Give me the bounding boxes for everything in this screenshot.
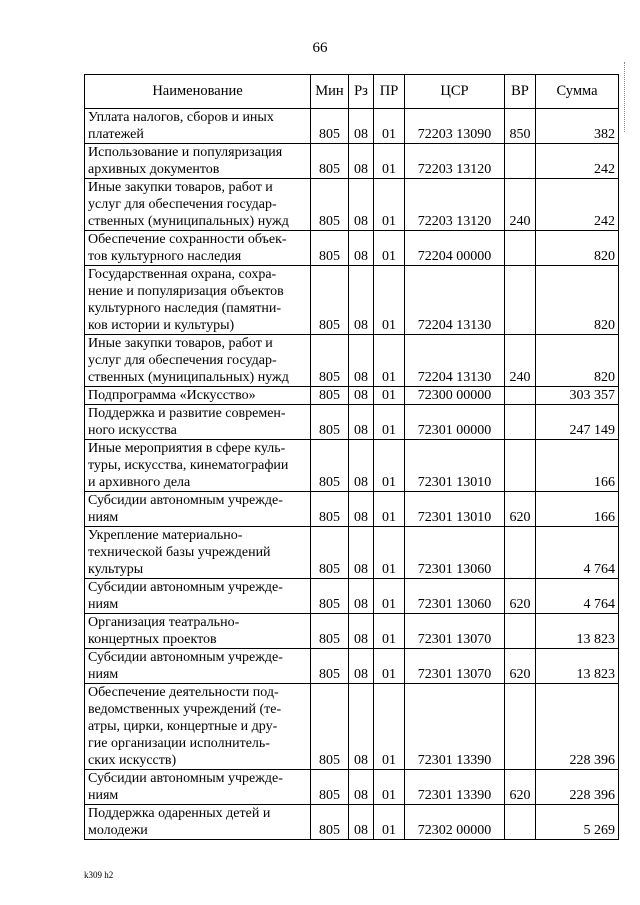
cell-sum: 13 823: [536, 614, 619, 649]
cell-pr: 01: [374, 492, 405, 527]
cell-vr: [505, 231, 536, 266]
cell-csr: 72204 13130: [405, 266, 505, 335]
cell-pr: 01: [374, 684, 405, 770]
cell-vr: 240: [505, 335, 536, 387]
cell-pr: 01: [374, 405, 405, 440]
cell-pr: 01: [374, 805, 405, 840]
cell-rz: 08: [349, 684, 374, 770]
table-row: [85, 684, 619, 770]
cell-name: Организация театрально- концертных проектов: [85, 614, 311, 649]
margin-mark: [624, 62, 635, 132]
cell-sum: 4 764: [536, 527, 619, 579]
cell-csr: 72301 13390: [405, 770, 505, 805]
header-vr: ВР: [505, 75, 536, 109]
header-csr: ЦСР: [405, 75, 505, 109]
table-row: [85, 492, 619, 527]
table-row: [85, 440, 619, 492]
cell-csr: 72302 00000: [405, 805, 505, 840]
cell-sum: 166: [536, 440, 619, 492]
cell-csr: 72301 13010: [405, 492, 505, 527]
cell-sum: 820: [536, 231, 619, 266]
cell-rz: 08: [349, 231, 374, 266]
table-row: [85, 231, 619, 266]
cell-name: Укрепление материально- технической базы учреждений культуры: [85, 527, 311, 579]
cell-csr: 72203 13090: [405, 109, 505, 144]
cell-rz: 08: [349, 527, 374, 579]
cell-vr: 620: [505, 579, 536, 614]
cell-min: 805: [311, 492, 349, 527]
cell-name: Иные закупки товаров, работ и услуг для обеспечения государ- ственных (муниципальных) нужд: [85, 335, 311, 387]
cell-min: 805: [311, 335, 349, 387]
page-number: 66: [312, 40, 328, 56]
table-row: [85, 405, 619, 440]
cell-rz: 08: [349, 109, 374, 144]
cell-rz: 08: [349, 387, 374, 405]
table-row: [85, 527, 619, 579]
cell-sum: 242: [536, 144, 619, 179]
table-row: [85, 579, 619, 614]
cell-csr: 72301 13070: [405, 649, 505, 684]
cell-name: Субсидии автономным учрежде- ниям: [85, 649, 311, 684]
cell-rz: 08: [349, 266, 374, 335]
cell-vr: [505, 527, 536, 579]
table-header-row: [85, 75, 619, 109]
cell-min: 805: [311, 179, 349, 231]
cell-min: 805: [311, 387, 349, 405]
table-row: [85, 387, 619, 405]
cell-vr: [505, 805, 536, 840]
cell-sum: 13 823: [536, 649, 619, 684]
cell-vr: [505, 614, 536, 649]
cell-rz: 08: [349, 649, 374, 684]
cell-csr: 72301 13060: [405, 579, 505, 614]
footer-code: k309 h2: [84, 870, 114, 880]
cell-rz: 08: [349, 770, 374, 805]
cell-pr: 01: [374, 579, 405, 614]
cell-csr: 72204 13130: [405, 335, 505, 387]
cell-name: Субсидии автономным учрежде- ниям: [85, 579, 311, 614]
cell-vr: [505, 684, 536, 770]
cell-sum: 382: [536, 109, 619, 144]
table-row: [85, 109, 619, 144]
cell-pr: 01: [374, 179, 405, 231]
cell-sum: 303 357: [536, 387, 619, 405]
cell-csr: 72301 13390: [405, 684, 505, 770]
cell-min: 805: [311, 684, 349, 770]
cell-name: Поддержка одаренных детей и молодежи: [85, 805, 311, 840]
cell-name: Государственная охрана, сохра- нение и популяризация объектов культурного наследия (памятни- ков истории и культуры): [85, 266, 311, 335]
cell-name: Поддержка и развитие современ- ного искусства: [85, 405, 311, 440]
cell-min: 805: [311, 527, 349, 579]
cell-pr: 01: [374, 649, 405, 684]
table-row: [85, 649, 619, 684]
cell-sum: 228 396: [536, 770, 619, 805]
cell-pr: 01: [374, 440, 405, 492]
cell-min: 805: [311, 144, 349, 179]
cell-min: 805: [311, 440, 349, 492]
cell-rz: 08: [349, 179, 374, 231]
header-pr: ПР: [374, 75, 405, 109]
table-row: [85, 770, 619, 805]
cell-vr: 620: [505, 492, 536, 527]
cell-pr: 01: [374, 109, 405, 144]
cell-pr: 01: [374, 387, 405, 405]
table-row: [85, 805, 619, 840]
header-rz: Рз: [349, 75, 374, 109]
header-sum: Сумма: [536, 75, 619, 109]
cell-sum: 820: [536, 335, 619, 387]
table-row: [85, 179, 619, 231]
cell-csr: 72301 00000: [405, 405, 505, 440]
cell-rz: 08: [349, 492, 374, 527]
cell-min: 805: [311, 405, 349, 440]
cell-csr: 72204 00000: [405, 231, 505, 266]
table-row: [85, 335, 619, 387]
cell-min: 805: [311, 109, 349, 144]
cell-rz: 08: [349, 579, 374, 614]
cell-min: 805: [311, 614, 349, 649]
cell-vr: [505, 144, 536, 179]
cell-vr: 620: [505, 770, 536, 805]
cell-vr: 850: [505, 109, 536, 144]
cell-name: Подпрограмма «Искусство»: [85, 387, 311, 405]
budget-table: [84, 74, 619, 840]
cell-min: 805: [311, 805, 349, 840]
cell-rz: 08: [349, 405, 374, 440]
cell-rz: 08: [349, 440, 374, 492]
cell-min: 805: [311, 231, 349, 266]
cell-pr: 01: [374, 266, 405, 335]
cell-min: 805: [311, 770, 349, 805]
header-min: Мин: [311, 75, 349, 109]
cell-pr: 01: [374, 527, 405, 579]
cell-name: Использование и популяризация архивных документов: [85, 144, 311, 179]
cell-csr: 72301 13070: [405, 614, 505, 649]
cell-rz: 08: [349, 335, 374, 387]
table-body: [85, 109, 619, 840]
cell-pr: 01: [374, 335, 405, 387]
cell-name: Обеспечение деятельности под- ведомственных учреждений (те- атры, цирки, концертные и дру- гие организации исполнитель- ских искусств): [85, 684, 311, 770]
cell-min: 805: [311, 579, 349, 614]
cell-pr: 01: [374, 144, 405, 179]
cell-sum: 228 396: [536, 684, 619, 770]
cell-vr: [505, 405, 536, 440]
cell-csr: 72203 13120: [405, 144, 505, 179]
cell-name: Субсидии автономным учрежде- ниям: [85, 770, 311, 805]
cell-sum: 242: [536, 179, 619, 231]
cell-name: Уплата налогов, сборов и иных платежей: [85, 109, 311, 144]
cell-vr: [505, 266, 536, 335]
cell-vr: [505, 440, 536, 492]
cell-vr: 240: [505, 179, 536, 231]
cell-csr: 72301 13010: [405, 440, 505, 492]
cell-name: Обеспечение сохранности объек- тов культурного наследия: [85, 231, 311, 266]
cell-sum: 4 764: [536, 579, 619, 614]
cell-sum: 5 269: [536, 805, 619, 840]
cell-pr: 01: [374, 231, 405, 266]
table-row: [85, 144, 619, 179]
cell-rz: 08: [349, 144, 374, 179]
cell-csr: 72301 13060: [405, 527, 505, 579]
cell-name: Субсидии автономным учрежде- ниям: [85, 492, 311, 527]
cell-sum: 820: [536, 266, 619, 335]
cell-csr: 72203 13120: [405, 179, 505, 231]
cell-vr: 620: [505, 649, 536, 684]
cell-name: Иные мероприятия в сфере куль- туры, искусства, кинематографии и архивного дела: [85, 440, 311, 492]
cell-rz: 08: [349, 614, 374, 649]
cell-sum: 166: [536, 492, 619, 527]
cell-pr: 01: [374, 770, 405, 805]
cell-min: 805: [311, 649, 349, 684]
cell-name: Иные закупки товаров, работ и услуг для обеспечения государ- ственных (муниципальных) нужд: [85, 179, 311, 231]
table-row: [85, 266, 619, 335]
cell-sum: 247 149: [536, 405, 619, 440]
cell-min: 805: [311, 266, 349, 335]
cell-vr: [505, 387, 536, 405]
table-row: [85, 614, 619, 649]
cell-pr: 01: [374, 614, 405, 649]
cell-csr: 72300 00000: [405, 387, 505, 405]
header-name: Наименование: [85, 75, 311, 109]
cell-rz: 08: [349, 805, 374, 840]
